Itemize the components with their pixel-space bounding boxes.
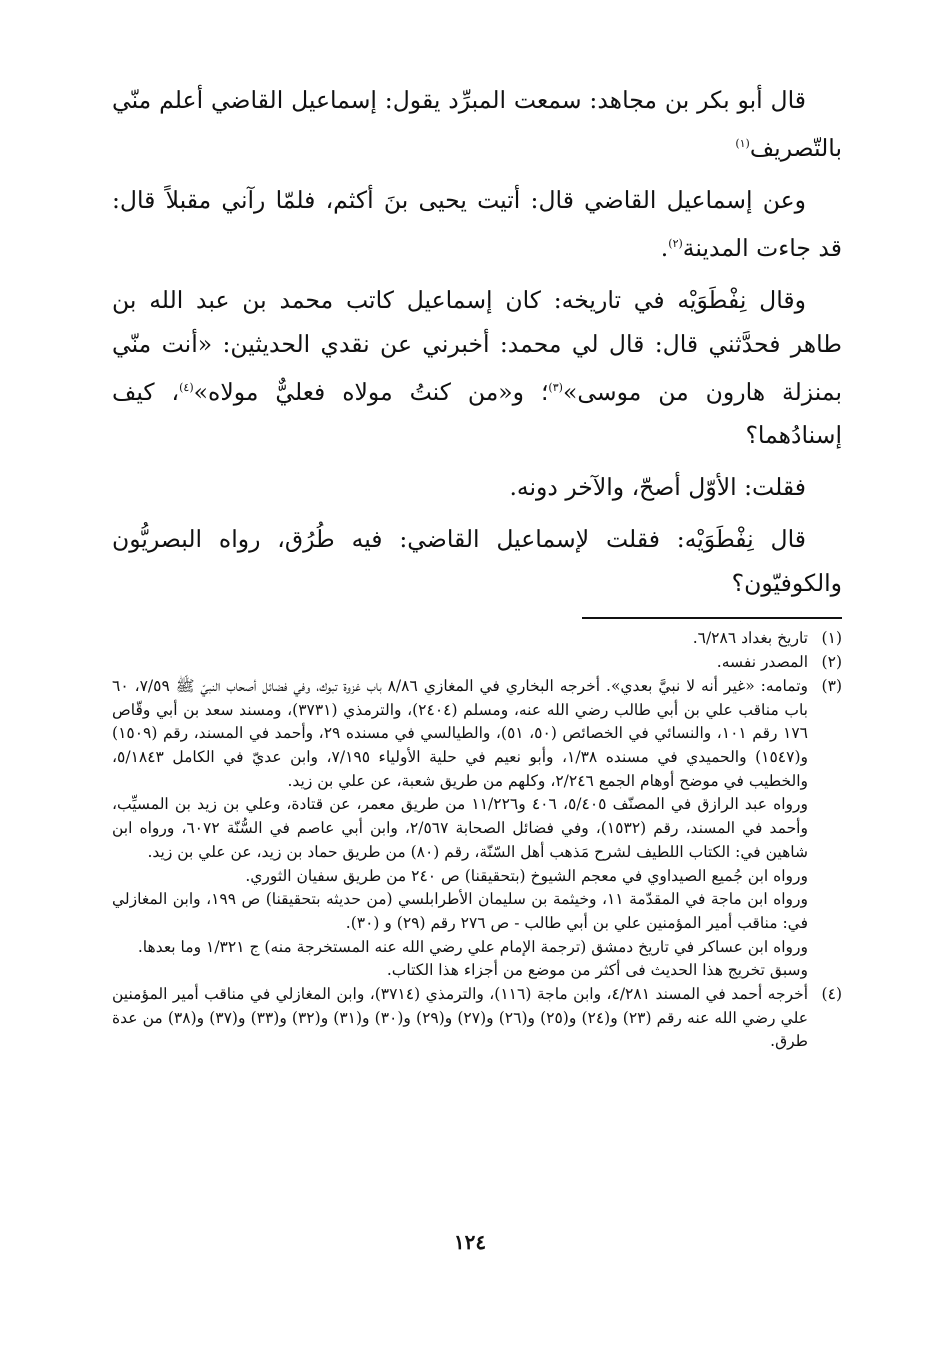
- footnote-text: تاريخ بغداد ٦/٢٨٦.: [692, 629, 808, 648]
- paragraph-1: [112, 78, 842, 170]
- footnote-text: المصدر نفسه.: [716, 653, 808, 672]
- paragraph-2-end: .: [660, 233, 669, 262]
- paragraph-1-text: قال أبو بكر بن مجاهد: سمعت المبرِّد يقول: إسماعيل القاضي أعلم منّي بالتّصريف: [112, 86, 842, 162]
- footnote-4: [112, 983, 842, 1054]
- paragraph-3-part1: وقال نِفْطَوَيْه في تاريخه: كان إسماعيل كاتب محمد بن عبد الله بن طاهر فحدَّثني قال: قال لي محمد: أخبرني عن نقدي الحديثين: «أنت منّي بمنزلة هارون من موسى»: [112, 285, 842, 406]
- paragraph-3-part2: ؛ و«من كنتُ مولاه فعليٌّ مولاه»: [193, 377, 549, 406]
- footnote-ref-4[interactable]: (٤): [179, 380, 194, 394]
- footnote-number: (١): [821, 629, 842, 648]
- footnote-text: ورواه ابن عساكر في تاريخ دمشق (ترجمة الإمام علي رضي الله عنه المستخرجة منه) ج ١/٣٢١ وما بعدها.: [137, 937, 808, 956]
- footnote-number: (٤): [821, 985, 842, 1004]
- paragraph-3: [112, 278, 842, 458]
- footnote-ref-2[interactable]: (٢): [668, 236, 683, 250]
- paragraph-2-text: وعن إسماعيل القاضي قال: أتيت يحيى بنَ أكثم، فلمّا رآني مقبلاً قال: قد جاءت المدينة: [112, 185, 842, 262]
- paragraph-5: قال نِفْطَوَيْه: فقلت لإسماعيل القاضي: فيه طُرُق، رواه البصريُّون والكوفيّون؟: [112, 525, 842, 598]
- paragraph-2: [112, 178, 842, 270]
- footnote-ref-3[interactable]: (٣): [548, 380, 563, 394]
- main-text: [112, 78, 842, 605]
- paragraph-4: فقلت: الأوّل أصحّ، والآخر دونه.: [509, 473, 806, 502]
- footnote-number: (٣): [821, 676, 842, 695]
- footnote-1: [112, 627, 842, 651]
- footnote-text: ورواه ابن جُميع الصيداوي في معجم الشيوخ (بتحقيقنا) ص ٢٤٠ من طريق سفيان الثوري.: [245, 866, 808, 885]
- footnote-number: (٢): [821, 653, 842, 672]
- footnote-text: ورواه ابن ماجة في المقدّمة ١١، وخيثمة بن سليمان الأطرابلسي (من حديثه بتحقيقنا) ص ١٩٩، وابن المغازلي في: مناقب أمير المؤمنين علي بن أبي طالب - ص ٢٧٦ رقم (٢٩) و (٣٠).: [112, 890, 808, 932]
- footnote-text: وسبق تخريج هذا الحديث فى أكثر من موضع من أجزاء هذا الكتاب.: [386, 961, 808, 980]
- footnote-ref-1[interactable]: (١): [735, 137, 750, 150]
- footnote-separator: [582, 617, 842, 619]
- footnote-text: ورواه عبد الرازق في المصنّف ٥/٤٠٥، ٤٠٦ و١١/٢٢٦ من طريق معمر، عن قتادة، وعلي بن زيد بن المسيِّب، وأحمد في المسند، رقم (١٥٣٢)، وفي فضائل الصحابة ٢/٥٦٧، وابن أبي عاصم في السُّنّة ٦٠٧٢، ورواه ابن شاهين في: الكتاب اللطيف لشرح مَذهب أهل السّنّة، رقم (٨٠) من طريق حماد بن زيد، عن علي بن زيد.: [112, 795, 808, 861]
- footnote-3: [112, 675, 842, 983]
- page-number: ١٢٤: [453, 1230, 487, 1254]
- footnote-text: وتمامه: «غير أنه لا نبيَّ بعدي». أخرجه البخاري في المغازي ٨/٨٦ باب غزوة تبوك، وفي فضائل أصحاب النبيّ ﷺ ٧/٥٩، ٦٠ باب مناقب علي بن أبي طالب رضي الله عنه، ومسلم (٢٤٠٤)، والترمذي (٣٧٣١)، ومسند سعد بن أبي وقّاص ١٧٦ رقم ١٠١، والنسائي في الخصائص (٥٠، ٥١)، والطيالسي في مسنده ٢٩، وأحمد في المسند، رقم (١٥٠٩) و(١٥٤٧) والحميدي في مسنده ١/٣٨، وأبو نعيم في حلية الأولياء ٧/١٩٥، وابن عديّ في الكامل ٥/١٨٤٣، والخطيب في موضح أوهام الجمع ٢/٢٤٦، وكلهم من طريق شعبة، عن علي بن زيد.: [112, 676, 809, 790]
- paragraph-3-part3: ، كيف إسنادُهما؟: [112, 377, 842, 450]
- footnotes: [112, 627, 842, 1054]
- footnote-text: أخرجه أحمد في المسند ٤/٢٨١، وابن ماجة (١١٦)، والترمذي (٣٧١٤)، وابن المغازلي في مناقب أمير المؤمنين علي رضي الله عنه رقم (٢٣) و(٢٤) و(٢٥) و(٢٦) و(٢٧) و(٢٩) و(٣٠) و(٣١) و(٣٢) و(٣٣) و(٣٧) و(٣٨) من عدة طرق.: [112, 985, 809, 1051]
- page-content: [112, 78, 842, 1054]
- footnote-2: [112, 651, 842, 675]
